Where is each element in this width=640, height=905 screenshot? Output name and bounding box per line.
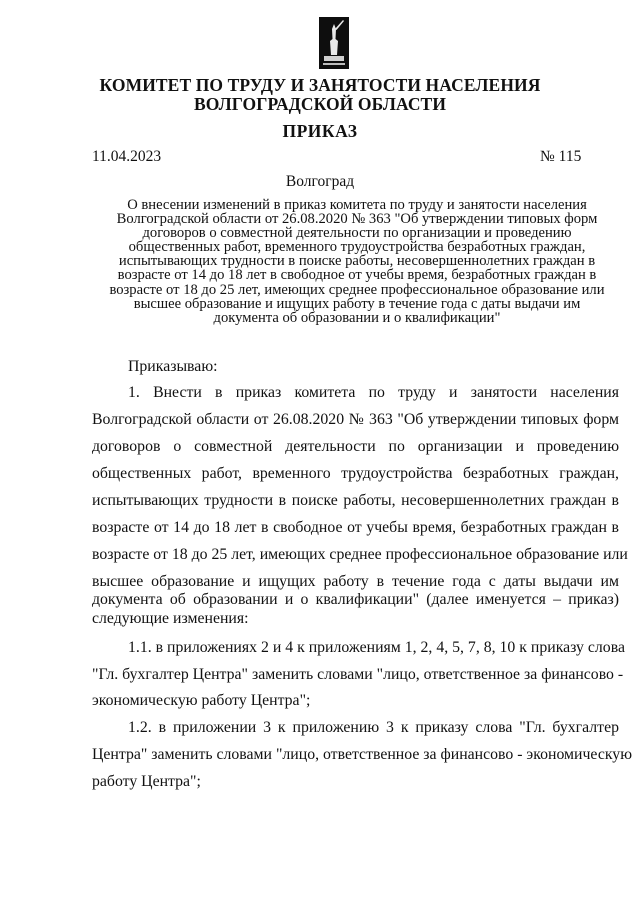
paragraph-line: возрасте от 18 до 25 лет, имеющих среднее профессиональное образование или (92, 546, 628, 563)
subparagraph-line: 1.1. в приложениях 2 и 4 к приложениям 1, 2, 4, 5, 7, 8, 10 к приказу слова (128, 639, 625, 656)
org-line-2: ВОЛГОГРАДСКОЙ ОБЛАСТИ (193, 94, 447, 114)
document-city: Волгоград (285, 173, 355, 190)
subject-line: договоров о совместной деятельности по организации и проведению (142, 225, 572, 242)
subject-line: возрасте от 14 до 18 лет в свободное от учебы время, безработных граждан в (117, 267, 597, 284)
paragraph-line: возрасте от 14 до 18 лет в свободное от учебы время, безработных граждан в (92, 519, 619, 536)
document-date: 11.04.2023 (92, 148, 162, 165)
document-number: № 115 (540, 148, 582, 165)
paragraph-line: договоров о совместной деятельности по организации и проведению (92, 438, 619, 455)
subparagraph-line: Центра" заменить словами "лицо, ответственное за финансово - экономическую (92, 746, 633, 763)
subject-line: высшее образование и ищущих работу в течение года с даты выдачи им (133, 295, 581, 312)
paragraph-line: Волгоградской области от 26.08.2020 № 363 "Об утверждении типовых форм (92, 411, 619, 428)
organization-name (0, 76, 640, 114)
org-line-1: КОМИТЕТ ПО ТРУДУ И ЗАНЯТОСТИ НАСЕЛЕНИЯ (99, 75, 541, 95)
paragraph-line: высшее образование и ищущих работу в течение года с даты выдачи им (92, 573, 619, 590)
subject-line: О внесении изменений в приказ комитета по труду и занятости населения (127, 197, 587, 213)
subject-line: общественных работ, временного трудоустройства безработных граждан, (128, 239, 586, 256)
order-heading: Приказываю: (128, 358, 218, 375)
subject-line: Волгоградской области от 26.08.2020 № 363 "Об утверждении типовых форм (116, 211, 598, 228)
paragraph-line: общественных работ, временного трудоустройства безработных граждан, (92, 465, 619, 482)
paragraph-line: документа об образовании и о квалификации" (далее именуется – приказ) (92, 591, 619, 608)
subject-line: возрасте от 18 до 25 лет, имеющих среднее профессиональное образование или (109, 281, 605, 298)
document-subject (92, 198, 622, 325)
subparagraph-line: "Гл. бухгалтер Центра" заменить словами "лицо, ответственное за финансово - (92, 666, 624, 683)
subparagraph-line: работу Центра"; (92, 773, 201, 790)
subparagraph-line: экономическую работу Центра"; (92, 692, 311, 709)
subparagraph-line: 1.2. в приложении 3 к приложению 3 к приказу слова "Гл. бухгалтер (128, 719, 619, 736)
document-type: ПРИКАЗ (282, 121, 358, 141)
paragraph-line: испытывающих трудности в поиске работы, несовершеннолетних граждан в (92, 492, 619, 509)
subject-line: испытывающих трудности в поиске работы, несовершеннолетних граждан в (118, 253, 596, 270)
volgograd-coat-of-arms-icon (319, 17, 349, 69)
paragraph-line: 1. Внести в приказ комитета по труду и занятости населения (128, 384, 619, 401)
paragraph-line: следующие изменения: (92, 610, 249, 627)
subject-line: документа об образовании и о квалификации" (213, 309, 501, 326)
